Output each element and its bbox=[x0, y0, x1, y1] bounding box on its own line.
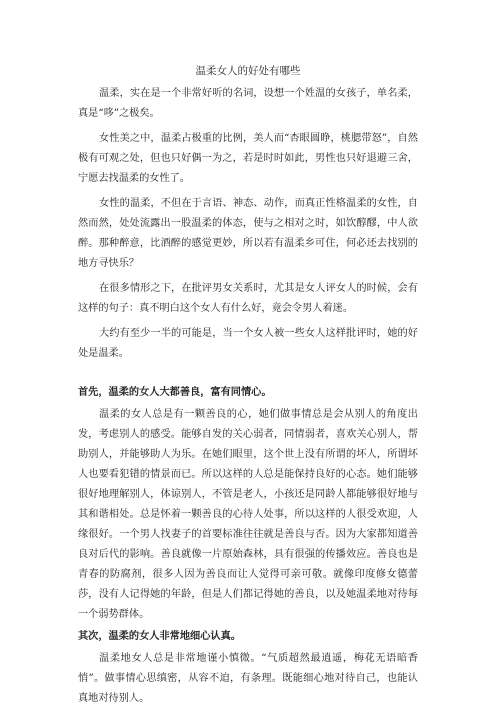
section-1-heading: 首先，温柔的女人大都善良，富有同情心。 bbox=[78, 387, 272, 398]
intro-paragraph-2: 女性美之中，温柔占极重的比例，美人而“杏眼圆睁，桃腮带怒”，自然极有可观之处，但也只好偶一为之，若是时时如此，男性也只好退避三舍，宁愿去找温柔的女性了。 bbox=[78, 133, 418, 184]
section-spacer bbox=[78, 369, 418, 383]
document-title: 温柔女人的好处有哪些 bbox=[195, 65, 301, 77]
section-1-body: 温柔的女人总是有一颗善良的心，她们做事情总是会从别人的角度出发，考虑别人的感受。能够自发的关心弱者，同情弱者，喜欢关心别人，帮助别人，并能够助人为乐。在她们眼里，这个世上没有所谓的坏人，所谓坏人也要看犯错的情景而已。所以这样的人总是能保持良好的心态。她们能够很好地理解别人，体谅别人，不管是老人，小孩还是同龄人都能够很好地与其和谐相处。总是怀着一颗善良的心待人处事，所以这样的人很受欢迎，人缘很好。一个男人找妻子的首要标准往往就是善良与否。因为大家都知道善良对后代的影响。善良就像一片原始森林，具有很强的传播效应。善良也是青春的防腐剂，很多人因为善良而让人觉得可亲可敬。就像印度修女德蕾莎，没有人记得她的年龄，但是人们都记得她的善良，以及她温柔地对待每一个弱势群体。 bbox=[78, 409, 418, 620]
intro-paragraph-3: 女性的温柔，不但在于言语、神态、动作，而真正性格温柔的女性，自然而然，处处流露出一股温柔的体态，使与之相对之时，如饮醇醪，中人欲醉。那种醉意，比酒醉的感觉更妙，所以若有温柔乡可住，何必还去找别的地方寻快乐？ bbox=[78, 198, 418, 269]
intro-paragraph-4: 在很多情形之下，在批评男女关系时，尤其是女人评女人的时候，会有这样的句子：真不明白这个女人有什么好，竟会令男人着迷。 bbox=[78, 283, 418, 314]
intro-paragraph-5: 大约有至少一半的可能是，当一个女人被一些女人这样批评时，她的好处是温柔。 bbox=[78, 328, 418, 359]
intro-paragraph-1: 温柔，实在是一个非常好听的名词，设想一个姓温的女孩子，单名柔，真是“哆”之极矣。 bbox=[78, 88, 418, 119]
section-2-heading: 其次，温柔的女人非常地细心认真。 bbox=[78, 631, 241, 642]
section-2-body: 温柔地女人总是非常地谨小慎微。“气质超然最逍遥，梅花无语暗香悄”。做事情心思缜密，从容不迫，有条理。既能细心地对待自己，也能认真地对待别人。 bbox=[78, 653, 418, 704]
